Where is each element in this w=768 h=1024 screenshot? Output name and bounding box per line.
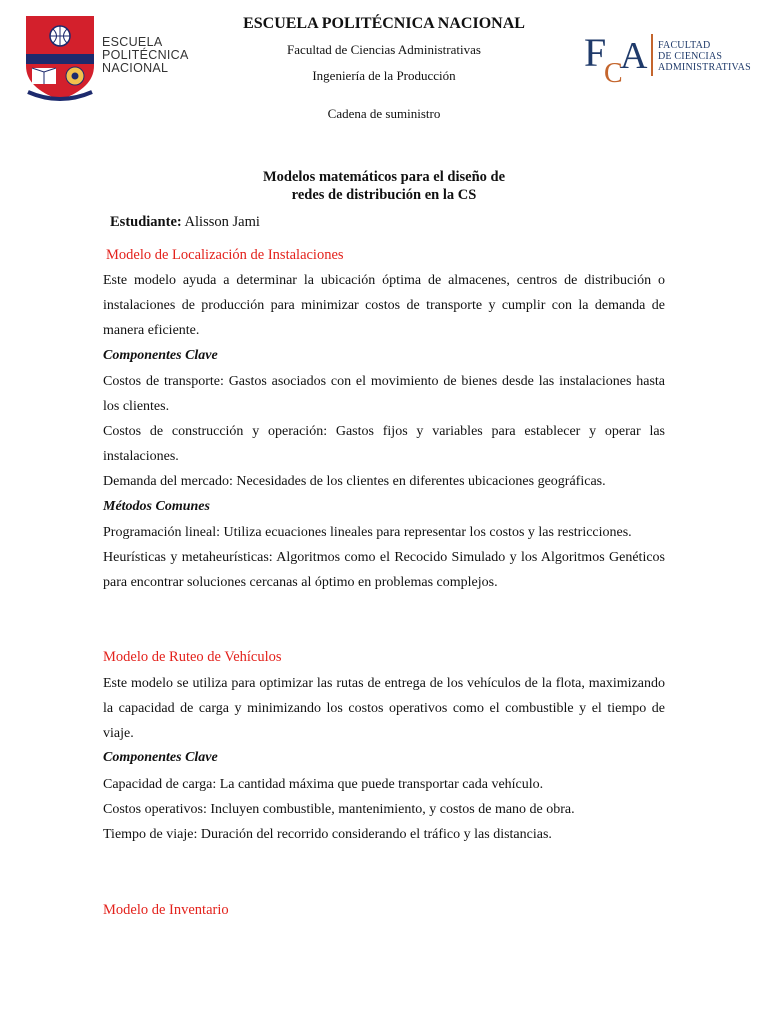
document-title: Modelos matemáticos para el diseño de redes de distribución en la CS (262, 169, 506, 203)
program-name: Ingeniería de la Producción (312, 68, 456, 83)
student-line (110, 212, 260, 232)
epn-shield-icon (24, 14, 96, 102)
list-item: Costos de construcción y operación: Gastos fijos y variables para establecer y operar las instalaciones. (103, 424, 665, 464)
methods-list-localizacion (103, 520, 665, 595)
components-list-ruteo (103, 772, 665, 847)
section-intro-localizacion: Este modelo ayuda a determinar la ubicación óptima de almacenes, centros de distribución o instalaciones de producción para minimizar costos de transporte y cumplir con la demanda de manera eficiente. (103, 273, 665, 338)
faculty-name: Facultad de Ciencias Administrativas (287, 42, 481, 57)
section-title-inventario: Modelo de Inventario (103, 902, 229, 918)
list-item: Costos operativos: Incluyen combustible, mantenimiento, y costos de mano de obra. (103, 802, 575, 817)
list-item: Capacidad de carga: La cantidad máxima que puede transportar cada vehículo. (103, 777, 544, 792)
student-name: Alisson Jami (184, 214, 260, 230)
course-name: Cadena de suministro (327, 106, 441, 121)
fca-logo-text: FACULTAD DE CIENCIAS ADMINISTRATIVAS (658, 40, 751, 73)
list-item: Tiempo de viaje: Duración del recorrido considerando el tráfico y las distancias. (103, 827, 552, 842)
list-item: Heurísticas y metaheurísticas: Algoritmos como el Recocido Simulado y los Algoritmos Genéticos para encontrar soluciones cercanas al óptimo en problemas complejos. (103, 550, 665, 590)
components-title-ruteo: Componentes Clave (103, 750, 218, 765)
epn-logo (24, 14, 189, 114)
components-list-localizacion (103, 369, 665, 494)
section-title-ruteo: Modelo de Ruteo de Vehículos (103, 649, 282, 665)
fca-letters-icon (584, 30, 650, 84)
components-title-localizacion: Componentes Clave (103, 348, 218, 363)
epn-logo-text: ESCUELA POLITÉCNICA NACIONAL (102, 35, 189, 75)
fca-logo (584, 30, 754, 84)
list-item: Costos de transporte: Gastos asociados con el movimiento de bienes desde las instalaciones hasta los clientes. (103, 374, 665, 414)
student-label: Estudiante: (110, 214, 182, 230)
list-item: Programación lineal: Utiliza ecuaciones lineales para representar los costos y las restricciones. (103, 525, 632, 540)
section-title-localizacion: Modelo de Localización de Instalaciones (106, 247, 344, 263)
fca-divider (651, 34, 653, 76)
svg-text:C: C (604, 58, 623, 84)
svg-text:F: F (584, 30, 607, 75)
svg-text:A: A (620, 35, 648, 77)
list-item: Demanda del mercado: Necesidades de los clientes en diferentes ubicaciones geográficas. (103, 474, 606, 489)
document-header (200, 14, 568, 122)
institution-name: ESCUELA POLITÉCNICA NACIONAL (243, 15, 525, 32)
methods-title-localizacion: Métodos Comunes (103, 499, 210, 514)
section-intro-ruteo: Este modelo se utiliza para optimizar las rutas de entrega de los vehículos de la flota, maximizando la capacidad de carga y minimizando los costos operativos como el combustible y el tiempo de viaje. (103, 676, 665, 741)
